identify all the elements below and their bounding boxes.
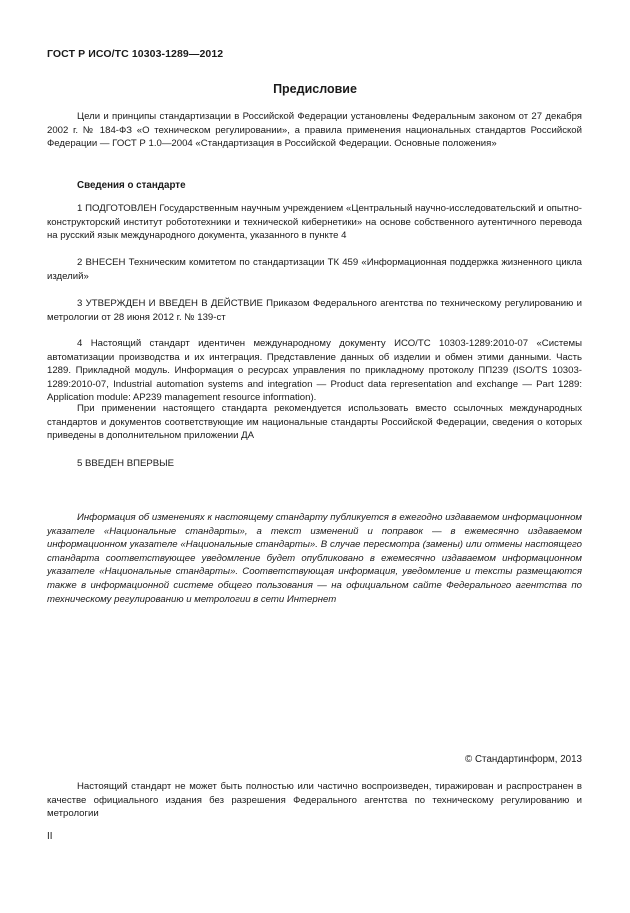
item-4-note-paragraph: При применении настоящего стандарта рекомендуется использовать вместо ссылочных международных стандартов и документов соответствующие им национальные стандарты Российской Федерации, сведения о которых приведены в дополнительном приложении ДА (47, 403, 582, 442)
item-5-paragraph: 5 ВВЕДЕН ВПЕРВЫЕ (77, 458, 175, 469)
document-code-header: ГОСТ Р ИСО/ТС 10303-1289—2012 (47, 48, 224, 60)
page-number: II (47, 831, 53, 842)
item-4-paragraph: 4 Настоящий стандарт идентичен международному документу ИСО/ТС 10303-1289:2010-07 «Системы автоматизации производства и их интеграция. Представление данных об изделии и обмен этими данными. Часть 1289. Прикладной модуль. Информация о ресурсах управления по прикладному протоколу ПП239 (ISO/TS 10303-1289:2010-07, Industrial automation systems and integration — Product data representation and exchange — Part 1289: Application module: AP239 management resource information). (47, 338, 582, 404)
item-3-paragraph: 3 УТВЕРЖДЕН И ВВЕДЕН В ДЕЙСТВИЕ Приказом Федерального агентства по техническому регулированию и метрологии от 28 июня 2012 г. № 139-ст (47, 298, 582, 323)
section-subheading: Сведения о стандарте (77, 180, 186, 191)
intro-paragraph: Цели и принципы стандартизации в Российской Федерации установлены Федеральным законом от 27 декабря 2002 г. № 184-ФЗ «О техническом регулировании», а правила применения национальных стандартов Российской Федерации — ГОСТ Р 1.0—2004 «Стандартизация в Российской Федерации. Основные положения» (47, 111, 582, 150)
amendments-notice: Информация об изменениях к настоящему стандарту публикуется в ежегодно издаваемом информационном указателе «Национальные стандарты», а текст изменений и поправок — в ежемесячно издаваемом информационном указателе «Национальные стандарты». В случае пересмотра (замены) или отмены настоящего стандарта соответствующее уведомление будет опубликовано в ежемесячно издаваемом информационном указателе «Национальные стандарты». Соответствующая информация, уведомление и тексты размещаются также в информационной системе общего пользования — на официальном сайте Федерального агентства по техническому регулированию и метрологии в сети Интернет (47, 512, 582, 605)
item-2-paragraph: 2 ВНЕСЕН Техническим комитетом по стандартизации ТК 459 «Информационная поддержка жизненного цикла изделий» (47, 257, 582, 282)
page-title: Предисловие (273, 82, 357, 96)
copyright-line: © Стандартинформ, 2013 (465, 754, 582, 765)
reproduction-notice: Настоящий стандарт не может быть полностью или частично воспроизведен, тиражирован и распространен в качестве официального издания без разрешения Федерального агентства по техническому регулированию и метрологии (47, 781, 582, 820)
item-1-paragraph: 1 ПОДГОТОВЛЕН Государственным научным учреждением «Центральный научно-исследовательский и опытно-конструкторский институт робототехники и технической кибернетики» на основе собственного аутентичного перевода на русский язык международного документа, указанного в пункте 4 (47, 203, 582, 242)
